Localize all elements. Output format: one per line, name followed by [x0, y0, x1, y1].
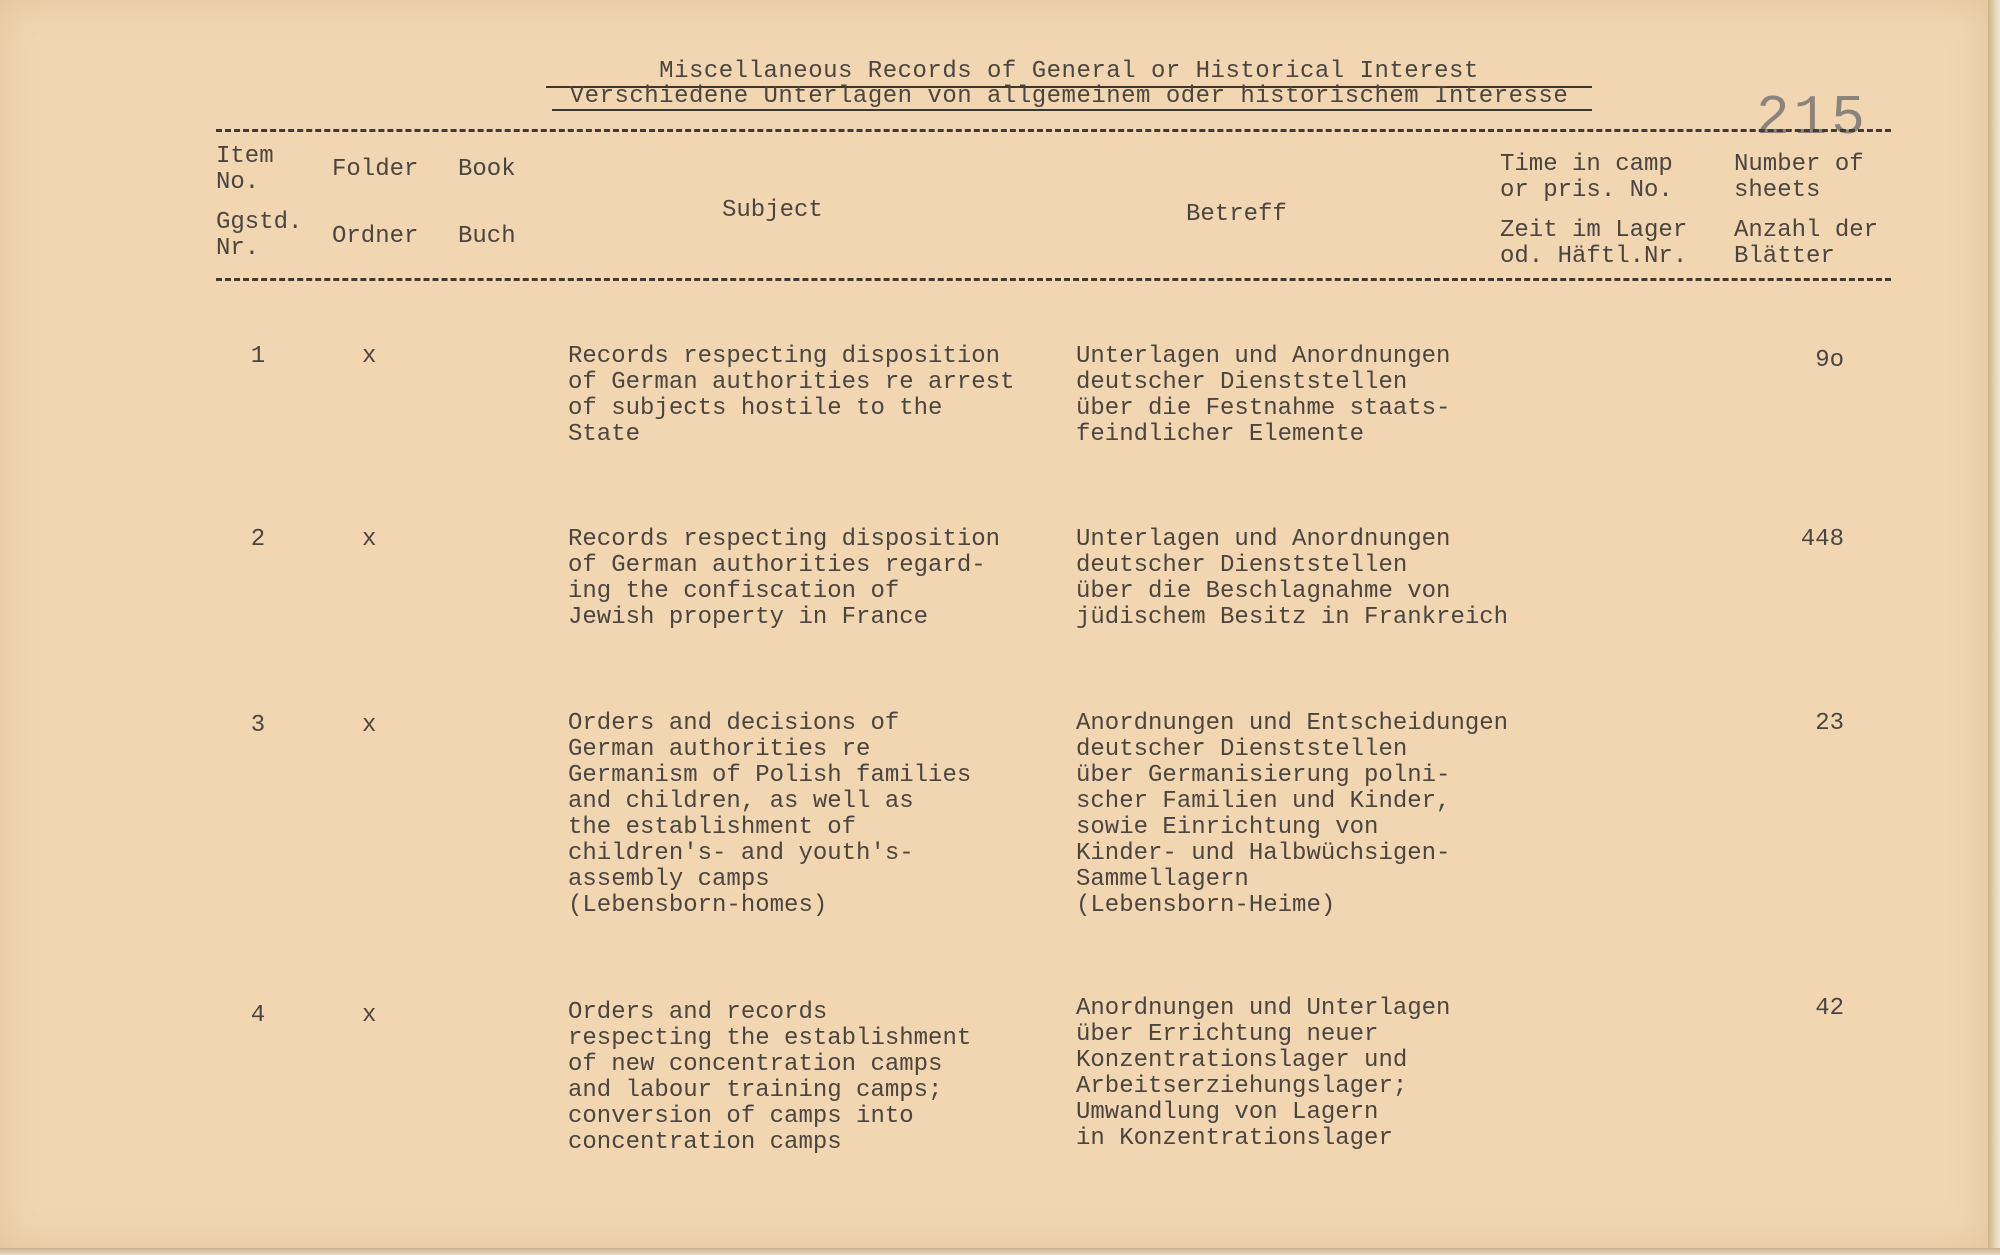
row-item-number: 4: [250, 1002, 266, 1029]
header-item-de: Ggstd. Nr.: [216, 209, 303, 262]
header-subject: Subject: [722, 197, 823, 224]
page-number: 215: [1756, 86, 1869, 150]
row-subject: Records respecting disposition of German authorities re arrest of subjects hostile to the State: [568, 343, 1015, 448]
row-folder-mark: x: [362, 343, 377, 370]
header-betreff: Betreff: [1186, 201, 1287, 228]
row-item-number: 2: [250, 526, 266, 553]
row-subject: Orders and records respecting the establishment of new concentration camps and labour training camps; conversion of camps into concentration camps: [568, 999, 972, 1156]
header-folder-de: Ordner: [332, 223, 419, 250]
title-german: Verschiedene Unterlagen von allgemeinem oder historischem Interesse: [569, 83, 1569, 110]
header-sheets: Number of sheets: [1734, 151, 1864, 204]
row-folder-mark: x: [362, 526, 377, 553]
row-folder-mark: x: [362, 712, 377, 739]
title-english: Miscellaneous Records of General or Historical Interest: [659, 58, 1479, 85]
row-betreff: Unterlagen und Anordnungen deutscher Dienststellen über die Beschlagnahme von jüdischem Besitz in Frankreich: [1076, 526, 1509, 631]
header-book-de: Buch: [458, 223, 516, 250]
row-betreff: Anordnungen und Entscheidungen deutscher Dienststellen über Germanisierung polni- scher Familien und Kinder, sowie Einrichtung von Kinder- und Halbwüchsigen- Sammellagern (Lebensborn-Heime): [1076, 710, 1509, 919]
title-underline-german: [552, 109, 1592, 111]
row-sheet-count: 9o: [1815, 347, 1844, 374]
row-sheet-count: 23: [1815, 710, 1844, 737]
row-betreff: Anordnungen und Unterlagen über Errichtung neuer Konzentrationslager und Arbeitserziehungslager; Umwandlung von Lagern in Konzentrationslager: [1076, 995, 1451, 1152]
header-time: Time in camp or pris. No.: [1500, 151, 1673, 204]
row-subject: Records respecting disposition of German authorities regard- ing the confiscation of Jewish property in France: [568, 526, 1001, 631]
page-edge-right: [1988, 0, 2000, 1255]
row-sheet-count: 448: [1800, 526, 1844, 553]
header-top-rule: [216, 129, 1891, 132]
header-book: Book: [458, 156, 516, 183]
header-sheets-de: Anzahl der Blätter: [1734, 217, 1879, 270]
row-subject: Orders and decisions of German authorities re Germanism of Polish families and children, as well as the establishment of children's- and youth's- assembly camps (Lebensborn-homes): [568, 710, 972, 919]
row-betreff: Unterlagen und Anordnungen deutscher Dienststellen über die Festnahme staats- feindlicher Elemente: [1076, 343, 1451, 448]
header-bottom-rule: [216, 278, 1891, 281]
page-edge-bottom: [0, 1248, 2000, 1255]
header-item: Item No.: [216, 143, 274, 196]
row-sheet-count: 42: [1815, 995, 1844, 1022]
header-folder: Folder: [332, 156, 419, 183]
row-item-number: 1: [250, 343, 266, 370]
header-time-de: Zeit im Lager od. Häftl.Nr.: [1500, 217, 1688, 270]
row-folder-mark: x: [362, 1002, 377, 1029]
row-item-number: 3: [250, 712, 266, 739]
